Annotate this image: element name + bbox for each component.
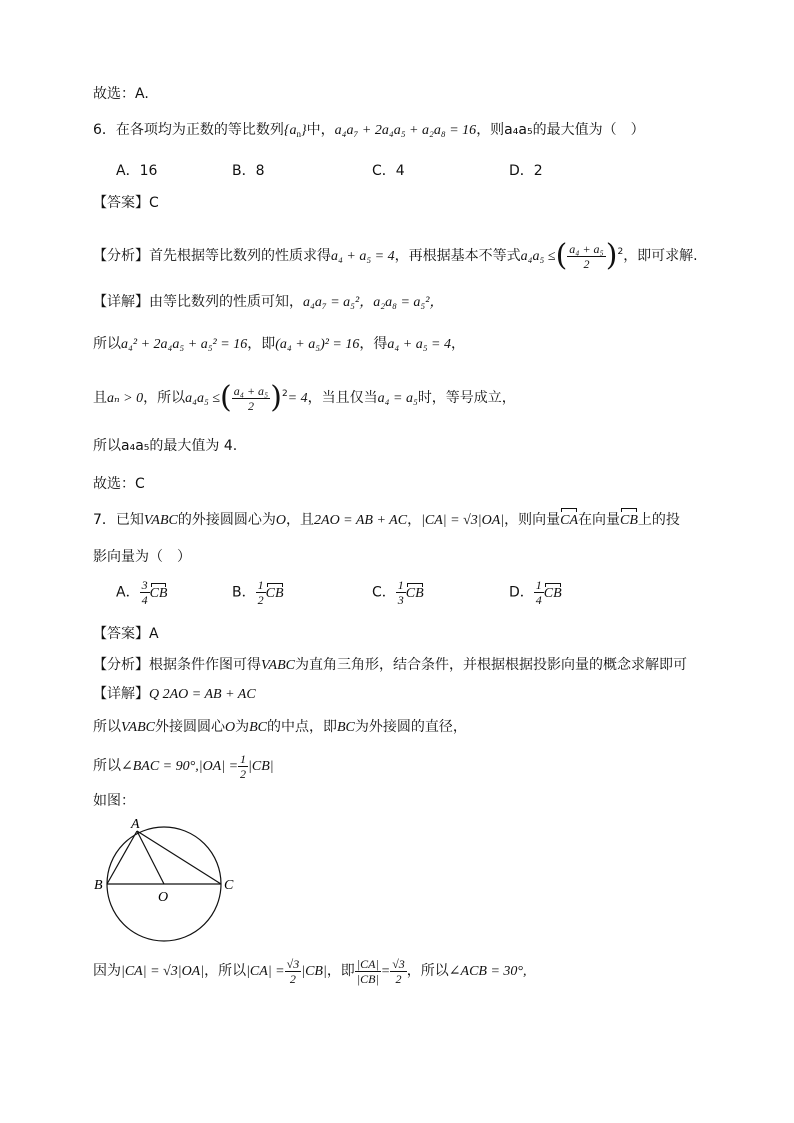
q6-analysis-tag: 【分析】 <box>93 248 149 264</box>
q6-line3-eq2: a₄a₅ ≤ <box>185 391 221 406</box>
q7-analysis-text2: 为直角三角形，结合条件，并根据根据投影向量的概念求解即可 <box>294 657 687 673</box>
q7-stem-vec1: CA <box>560 511 578 531</box>
q7-detail-line1 <box>93 684 256 705</box>
q6-stem-eq: a₄a₇ + 2a₄a₅ + a₂a₈ = 16 <box>334 123 477 138</box>
q6-detail-line1 <box>93 292 444 313</box>
q7-stem-o: O <box>275 513 287 528</box>
q7-stem-prefix: 7．已知 <box>93 512 144 528</box>
q6-line3-end: 时，等号成立， <box>417 390 516 406</box>
q6-stem-seq: $\{a_n\}$ <box>283 123 307 139</box>
q7-stem-line2: 影向量为（ ） <box>93 549 191 565</box>
q6-analysis-eq1: a₄ + a₅ = 4 <box>331 249 395 264</box>
q6-stem <box>93 120 645 144</box>
q7-stem-line1 <box>93 510 680 531</box>
segment-ac <box>137 831 221 884</box>
q7-detail-tag: 【详解】 <box>93 686 149 702</box>
q7-stem-eq2: |CA| = √3|OA| <box>421 513 505 528</box>
q6-analysis-text3: ，即可求解. <box>623 248 698 264</box>
q6-line2-eq1: a₄² + 2a₄a₅ + a₅² = 16 <box>121 337 248 352</box>
q6-line3-mid: ，所以 <box>143 390 186 406</box>
q7-stem-vec2: CB <box>620 511 638 531</box>
q7-detail-line3: 所以∠BAC = 90°,|OA| = $\frac{1}{2}$ |CB| <box>93 751 274 781</box>
circle-figure <box>90 812 250 942</box>
q7-stem-mid2: ，且 <box>286 512 315 528</box>
q7-analysis-text1: 根据条件作图可得 <box>149 657 261 673</box>
q6-detail-line3: 且aₙ > 0，所以a₄a₅ ≤( $\frac{\text{a₄ + a₅}}{2}$ )$^2$= 4，当且仅当a₄ = a₅时，等号成立， <box>93 380 516 415</box>
q6-option-a: A．16 <box>116 163 158 179</box>
q6-analysis-text1: 首先根据等比数列的性质求得 <box>149 248 331 264</box>
label-c: C <box>224 878 234 893</box>
q6-stem-mid: 中， <box>306 122 335 138</box>
q6-line2-prefix: 所以 <box>93 336 121 352</box>
q6-detail-text1: 由等比数列的性质可知， <box>149 294 303 310</box>
q6-answer-tag: 【答案】 <box>93 195 149 211</box>
q7-analysis-tag: 【分析】 <box>93 657 149 673</box>
q6-line3-prefix: 且 <box>93 390 107 406</box>
q6-analysis: 【分析】首先根据等比数列的性质求得a₄ + a₅ = 4，再根据基本不等式a₄a₅ ≤( $\frac{\text{a₄ + a₅}}{2}$ )$^2$，即可求解. <box>93 238 698 273</box>
q7-stem-mid1: 的外接圆圆心为 <box>177 512 276 528</box>
q6-answer-value: C <box>149 195 159 211</box>
label-b: B <box>94 878 103 893</box>
q6-line3-eq4: a₄ = a₅ <box>377 391 418 406</box>
q6-option-c: C．4 <box>372 163 405 179</box>
q6-answer <box>93 193 159 213</box>
q7-detail-line2: 所以VABC外接圆圆心O为BC的中点，即BC为外接圆的直径， <box>93 719 467 735</box>
q6-option-b: B．8 <box>232 163 265 179</box>
q7-stem-mid3: ， <box>407 512 422 528</box>
q7-stem-mid4: ，则向量 <box>504 512 561 528</box>
q6-line2-eq3: a₄ + a₅ = 4 <box>387 337 452 352</box>
q6-analysis-text2: ，再根据基本不等式 <box>394 248 521 264</box>
q6-line2-mid: ，即 <box>247 336 276 352</box>
segment-ab <box>107 831 137 884</box>
q7-stem-tri: VABC <box>143 513 178 528</box>
q6-line2-mid2: ，得 <box>359 336 388 352</box>
q7-option-d: D． $\frac{1}{4}$ CB <box>509 578 562 607</box>
q7-option-a: A． $\frac{3}{4}$ CB <box>116 578 168 607</box>
q6-line3-eq1: aₙ > 0 <box>107 391 144 406</box>
q7-stem-mid5: 在向量 <box>578 512 621 528</box>
q6-stem-suffix: ，则a₄a₅的最大值为（ ） <box>476 122 645 138</box>
q6-detail-tag: 【详解】 <box>93 294 149 310</box>
q7-stem-eq1: 2AO = AB + AC <box>314 513 408 528</box>
q6-line3-eq3: = 4 <box>287 391 308 406</box>
q6-detail-eq1: a₄a₇ = a₅²，a₂a₈ = a₅²， <box>303 295 444 310</box>
q6-detail-line2 <box>93 334 465 355</box>
q7-answer-value: A <box>149 626 159 642</box>
q7-answer-tag: 【答案】 <box>93 626 149 642</box>
q6-line2-end: ， <box>451 336 466 352</box>
q7-figure-intro: 如图： <box>93 793 135 809</box>
q7-option-b: B． $\frac{1}{2}$ CB <box>232 578 284 607</box>
q7-answer <box>93 624 159 644</box>
q7-detail-eq: Q 2AO = AB + AC <box>149 687 256 702</box>
q7-detail-line4: 因为|CA| = √3|OA|，所以|CA| = $\frac{√3}{2}$ |CB|，即 $\frac{|CA|}{|CB|}$ = $\frac{√3}{2}$ ，所以∠ACB = 30°, <box>93 956 527 986</box>
q6-line3-mid2: ，当且仅当 <box>307 390 378 406</box>
q7-stem-end: 上的投 <box>637 512 680 528</box>
q6-analysis-eq2: a₄a₅ ≤ <box>520 249 556 264</box>
q6-option-d: D．2 <box>509 163 543 179</box>
q6-line3-frac: $\frac{\text{a₄ + a₅}}{2}$ <box>233 383 269 413</box>
q6-result: 故选：C <box>93 476 145 492</box>
q7-analysis-tri: VABC <box>261 658 295 673</box>
q5-result: 故选：A. <box>93 86 149 102</box>
q7-analysis <box>93 655 687 676</box>
q6-stem-prefix: 6．在各项均为正数的等比数列 <box>93 122 284 138</box>
label-a: A <box>131 817 140 832</box>
q6-line2-eq2: (a₄ + a₅)² = 16 <box>275 337 360 352</box>
q6-analysis-frac: $\frac{\text{a₄ + a₅}}{2}$ <box>569 241 604 271</box>
q6-detail-line4: 所以a₄a₅的最大值为 4. <box>93 438 238 454</box>
q7-option-c: C． $\frac{1}{3}$ CB <box>372 578 424 607</box>
label-o: O <box>158 890 169 905</box>
